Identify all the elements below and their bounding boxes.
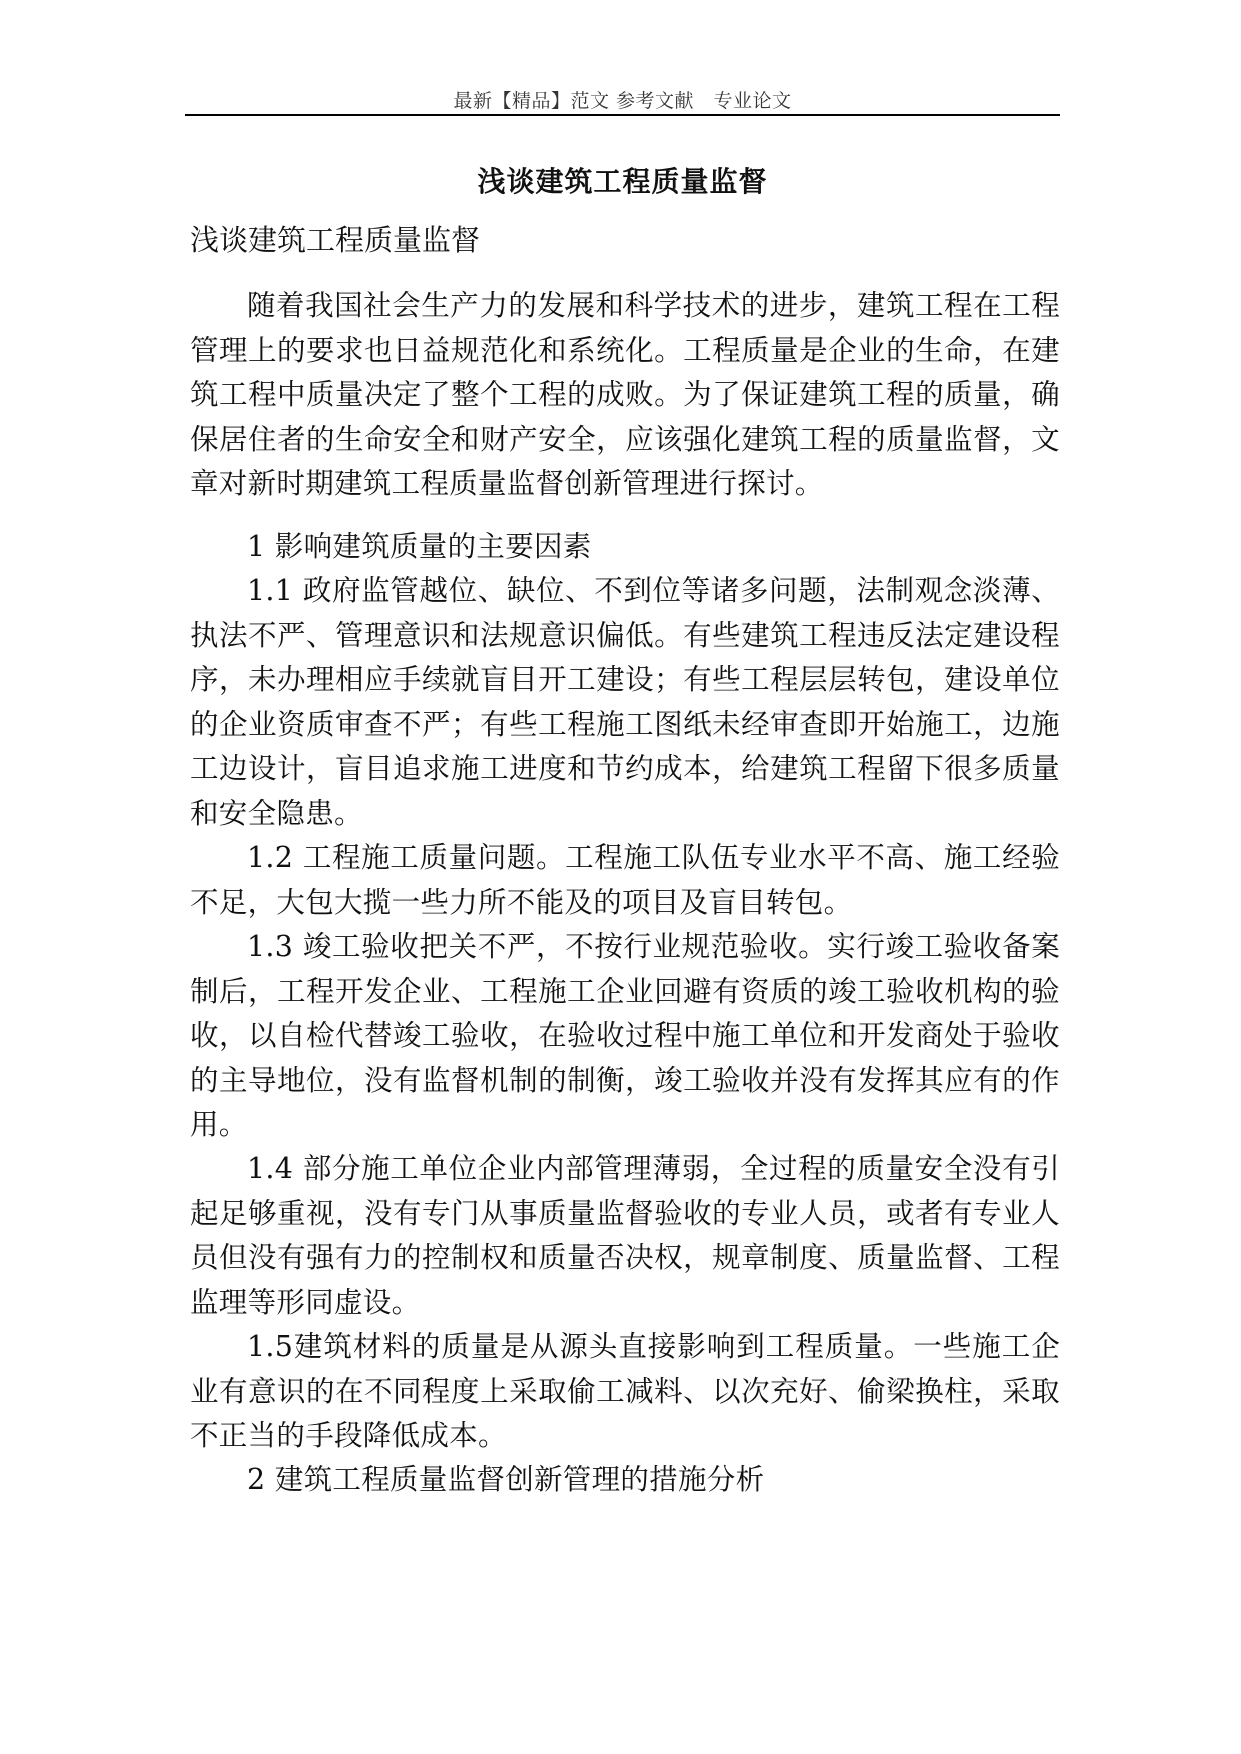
paragraph-1-2: 1.2 工程施工质量问题。工程施工队伍专业水平不高、施工经验不足，大包大揽一些力所不能及的项目及盲目转包。 xyxy=(190,841,1060,919)
page-header-text: 最新【精品】范文 参考文献 专业论文 xyxy=(453,90,792,112)
paragraph-1-5: 1.5建筑材料的质量是从源头直接影响到工程质量。一些施工企业有意识的在不同程度上采取偷工减料、以次充好、偷梁换柱，采取不正当的手段降低成本。 xyxy=(190,1330,1060,1452)
document-title: 浅谈建筑工程质量监督 xyxy=(477,165,768,198)
section-heading-1: 1 影响建筑质量的主要因素 xyxy=(247,530,592,563)
section-heading-2: 2 建筑工程质量监督创新管理的措施分析 xyxy=(247,1463,765,1496)
paragraph-intro: 随着我国社会生产力的发展和科学技术的进步，建筑工程在工程管理上的要求也日益规范化和系统化。工程质量是企业的生命，在建筑工程中质量决定了整个工程的成败。为了保证建筑工程的质量，确保居住者的生命安全和财产安全，应该强化建筑工程的质量监督，文章对新时期建筑工程质量监督创新管理进行探讨。 xyxy=(190,289,1060,500)
paragraph-1-4: 1.4 部分施工单位企业内部管理薄弱，全过程的质量安全没有引起足够重视，没有专门从事质量监督验收的专业人员，或者有专业人员但没有强有力的控制权和质量否决权，规章制度、质量监督、工程监理等形同虚设。 xyxy=(190,1152,1060,1319)
paragraph-1-3: 1.3 竣工验收把关不严，不按行业规范验收。实行竣工验收备案制后，工程开发企业、工程施工企业回避有资质的竣工验收机构的验收，以自检代替竣工验收，在验收过程中施工单位和开发商处于验收的主导地位，没有监督机制的制衡，竣工验收并没有发挥其应有的作用。 xyxy=(190,930,1060,1141)
page-header-rule xyxy=(185,114,1060,116)
paragraph-1-1: 1.1 政府监管越位、缺位、不到位等诸多问题，法制观念淡薄、执法不严、管理意识和法规意识偏低。有些建筑工程违反法定建设程序，未办理相应手续就盲目开工建设；有些工程层层转包，建设单位的企业资质审查不严；有些工程施工图纸未经审查即开始施工，边施工边设计，盲目追求施工进度和节约成本，给建筑工程留下很多质量和安全隐患。 xyxy=(190,574,1060,830)
document-subtitle: 浅谈建筑工程质量监督 xyxy=(190,223,481,257)
